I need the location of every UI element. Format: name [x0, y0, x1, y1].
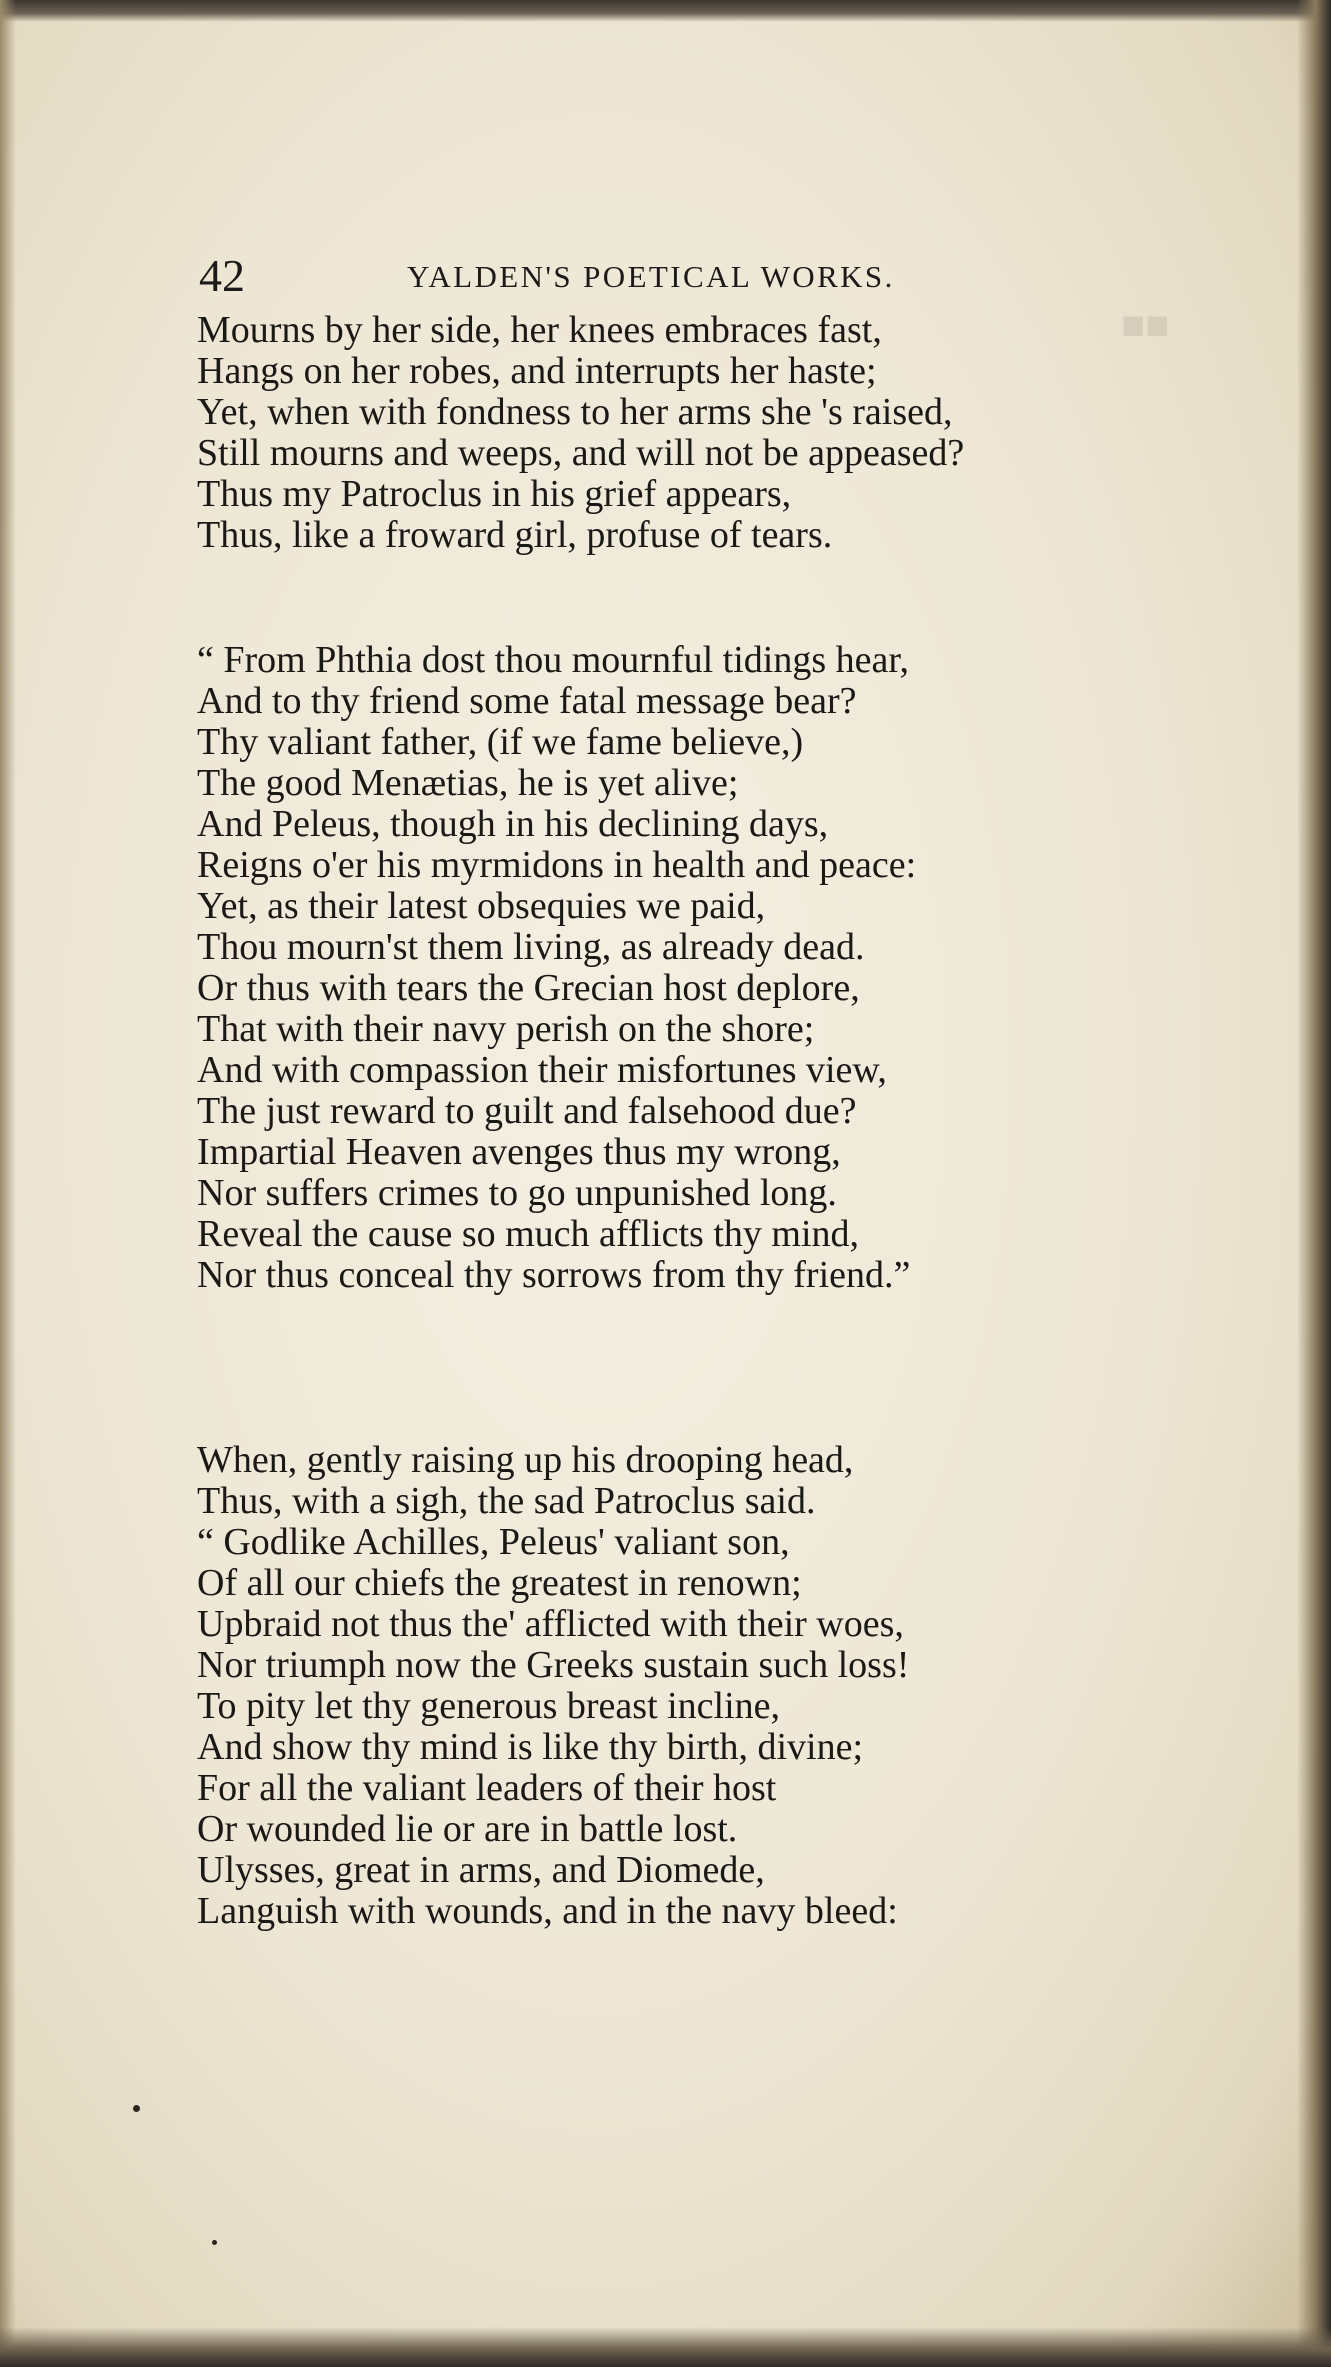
verse-line: The just reward to guilt and falsehood due? [197, 1090, 857, 1132]
verse-line: Thus my Patroclus in his grief appears, [197, 473, 792, 515]
page-left-edge [0, 0, 16, 2367]
verse-line: When, gently raising up his drooping head, [197, 1439, 854, 1481]
verse-line: Nor thus conceal thy sorrows from thy friend.” [197, 1254, 911, 1296]
page-number: 42 [199, 250, 245, 301]
verse-line: Still mourns and weeps, and will not be appeased? [197, 432, 965, 474]
verse-line: Hangs on her robes, and interrupts her haste; [197, 350, 877, 392]
stanza-3 [197, 1440, 909, 1932]
verse-line: Reveal the cause so much afflicts thy mind, [197, 1213, 860, 1255]
stanza-2 [197, 640, 916, 1296]
verse-line: The good Menætias, he is yet alive; [197, 762, 739, 804]
verse-line: Reigns o'er his myrmidons in health and peace: [197, 844, 917, 886]
verse-line: Or thus with tears the Grecian host deplore, [197, 967, 860, 1009]
verse-line: Nor suffers crimes to go unpunished long. [197, 1172, 837, 1214]
verse-line: Thou mourn'st them living, as already dead. [197, 926, 865, 968]
verse-line: Impartial Heaven avenges thus my wrong, [197, 1131, 841, 1173]
verse-line: And show thy mind is like thy birth, divine; [197, 1726, 864, 1768]
verse-line: Nor triumph now the Greeks sustain such loss! [197, 1644, 910, 1686]
verse-line: Thus, with a sigh, the sad Patroclus said. [197, 1480, 816, 1522]
verse-line: That with their navy perish on the shore; [197, 1008, 815, 1050]
verse-line: And Peleus, though in his declining days, [197, 803, 829, 845]
running-head: YALDEN'S POETICAL WORKS. [407, 259, 895, 294]
verse-line: Thus, like a froward girl, profuse of tears. [197, 514, 833, 556]
page-top-edge [0, 0, 1331, 22]
verse-line: For all the valiant leaders of their host [197, 1767, 777, 1809]
verse-line: And with compassion their misfortunes view, [197, 1049, 887, 1091]
page-header [199, 246, 1099, 306]
page-right-edge [1297, 0, 1331, 2367]
stanza-1 [197, 310, 964, 556]
verse-line: And to thy friend some fatal message bear? [197, 680, 857, 722]
verse-line: Thy valiant father, (if we fame believe,) [197, 721, 804, 763]
ink-speck [212, 2240, 217, 2245]
verse-line: Mourns by her side, her knees embraces fast, [197, 309, 882, 351]
verse-line: Upbraid not thus the' afflicted with their woes, [197, 1603, 904, 1645]
page-bottom-edge [0, 2327, 1331, 2367]
verse-line: Yet, as their latest obsequies we paid, [197, 885, 766, 927]
show-through-shadow: ■■ [1121, 302, 1170, 347]
verse-line: To pity let thy generous breast incline, [197, 1685, 781, 1727]
verse-line: “ Godlike Achilles, Peleus' valiant son, [197, 1521, 790, 1563]
ink-speck [133, 2105, 140, 2112]
verse-line: Yet, when with fondness to her arms she 's raised, [197, 391, 953, 433]
verse-line: Ulysses, great in arms, and Diomede, [197, 1849, 765, 1891]
verse-line: Or wounded lie or are in battle lost. [197, 1808, 738, 1850]
verse-line: “ From Phthia dost thou mournful tidings hear, [197, 639, 909, 681]
verse-line: Languish with wounds, and in the navy bleed: [197, 1890, 898, 1932]
verse-line: Of all our chiefs the greatest in renown; [197, 1562, 802, 1604]
